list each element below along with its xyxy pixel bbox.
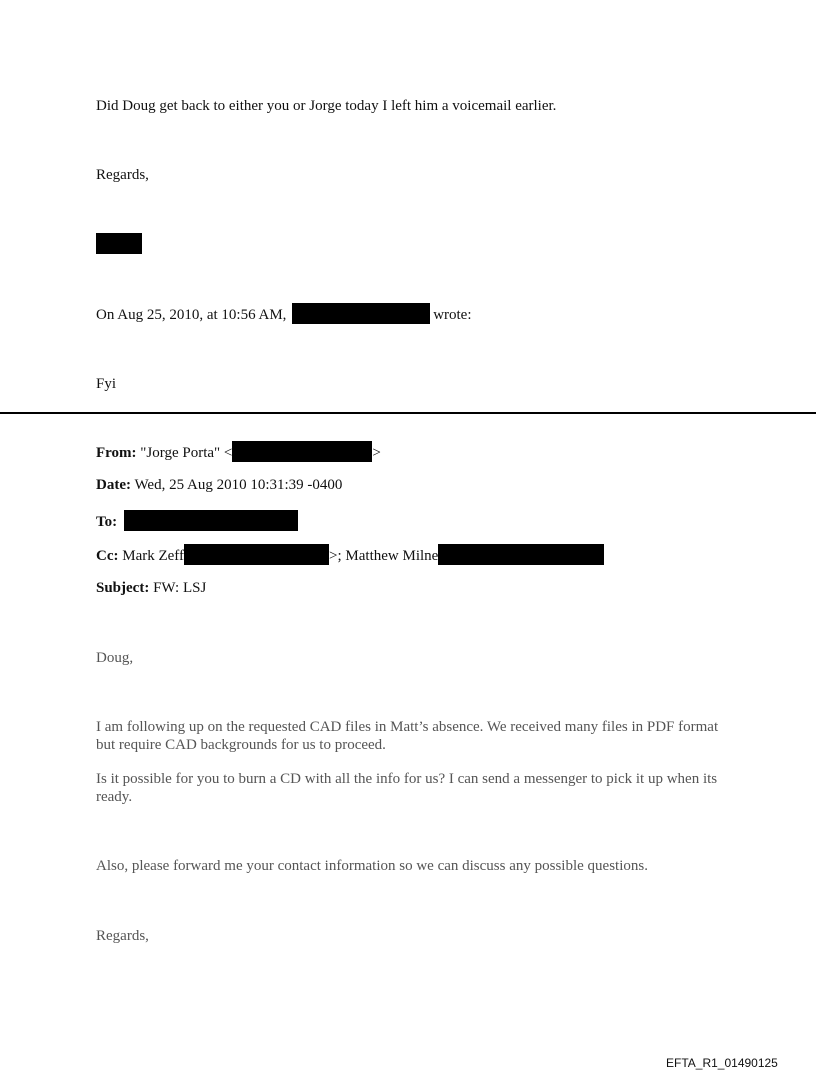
quote-intro-prefix: On Aug 25, 2010, at 10:56 AM, (96, 307, 287, 323)
subject-value: FW: LSJ (153, 580, 207, 596)
document-id: EFTA_R1_01490125 (666, 1056, 778, 1070)
redaction-block (438, 544, 604, 565)
from-value: "Jorge Porta" < (140, 445, 233, 461)
to-row (96, 510, 298, 531)
reply-question: Did Doug get back to either you or Jorge today I left him a voicemail earlier. (96, 98, 557, 114)
quote-intro (96, 303, 472, 324)
quote-intro-suffix: wrote: (433, 307, 472, 323)
body-greeting: Doug, (96, 650, 134, 666)
redaction-block (96, 233, 142, 254)
subject-label: Subject: (96, 580, 150, 596)
to-label: To: (96, 514, 118, 530)
subject-row (96, 579, 206, 597)
body-closing: Regards, (96, 928, 149, 944)
date-label: Date: (96, 477, 131, 493)
cc-separator: >; Matthew Milne (329, 548, 439, 564)
body-paragraph-2: Is it possible for you to burn a CD with all the info for us? I can send a messenger to pick it up when its ready. (96, 771, 718, 805)
cc-name1: Mark Zeff (122, 548, 185, 564)
header-divider (0, 412, 816, 414)
redaction-block (184, 544, 329, 565)
body-paragraph-1: I am following up on the requested CAD files in Matt’s absence. We received many files in PDF format but require CAD backgrounds for us to proceed. (96, 719, 719, 753)
cc-label: Cc: (96, 548, 119, 564)
from-row (96, 441, 381, 462)
date-row (96, 476, 342, 494)
redaction-block (124, 510, 298, 531)
from-label: From: (96, 445, 137, 461)
redaction-block (232, 441, 372, 462)
redaction-block (292, 303, 430, 324)
cc-row (96, 544, 604, 565)
body-paragraph-3: Also, please forward me your contact information so we can discuss any possible questions. (96, 858, 648, 874)
from-close: > (372, 445, 381, 461)
fyi-text: Fyi (96, 376, 117, 392)
reply-regards: Regards, (96, 167, 149, 183)
signature-redaction (96, 233, 142, 254)
date-value: Wed, 25 Aug 2010 10:31:39 -0400 (134, 477, 343, 493)
